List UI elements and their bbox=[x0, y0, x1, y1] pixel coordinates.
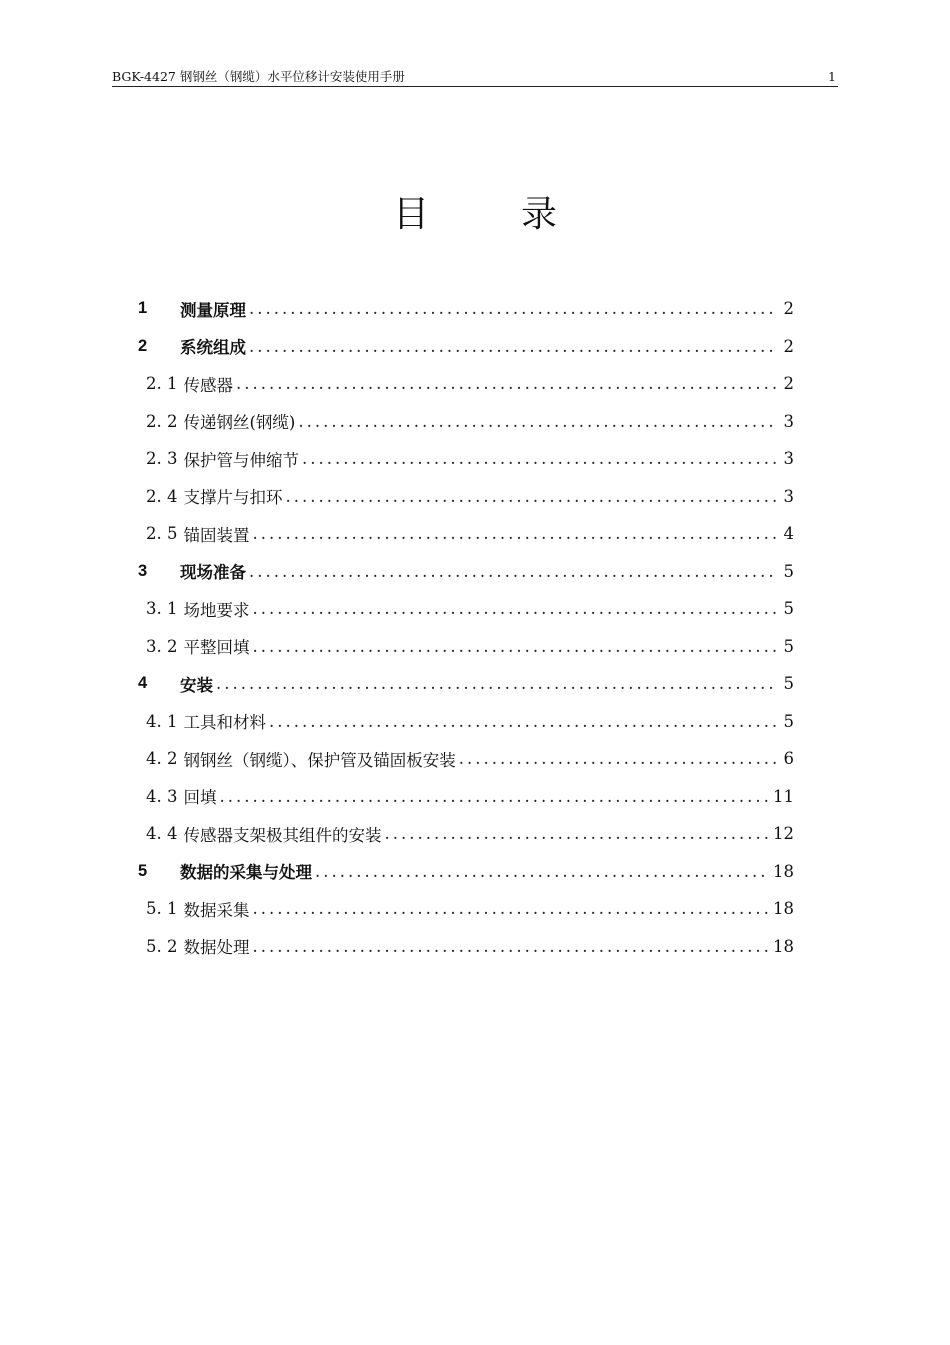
toc-entry[interactable] bbox=[138, 553, 794, 591]
toc-entry[interactable] bbox=[138, 703, 794, 741]
table-of-contents bbox=[138, 290, 794, 965]
toc-entry-page: 11 bbox=[773, 786, 794, 806]
toc-entry-label: 数据处理 bbox=[183, 938, 250, 958]
toc-entry[interactable] bbox=[138, 478, 794, 516]
toc-entry[interactable] bbox=[138, 928, 794, 966]
toc-entry-page: 2 bbox=[783, 299, 794, 319]
toc-entry-number: 4 bbox=[138, 674, 148, 693]
toc-entry-label: 锚固装置 bbox=[183, 525, 250, 545]
toc-entry[interactable] bbox=[138, 740, 794, 778]
toc-entry-number: 3 bbox=[138, 561, 148, 580]
toc-entry-label: 传感器 bbox=[183, 375, 233, 395]
toc-entry-label: 现场准备 bbox=[180, 563, 246, 583]
toc-entry-label: 支撑片与扣环 bbox=[183, 488, 283, 508]
toc-leader-dots bbox=[298, 412, 776, 431]
toc-entry[interactable] bbox=[138, 815, 794, 853]
toc-entry-label: 测量原理 bbox=[180, 300, 246, 320]
toc-entry-page: 5 bbox=[783, 674, 794, 694]
toc-entry-number: 4. 4 bbox=[146, 824, 178, 844]
toc-entry[interactable] bbox=[138, 628, 794, 666]
toc-leader-dots bbox=[249, 562, 776, 581]
toc-entry-label: 数据采集 bbox=[183, 900, 250, 920]
toc-entry-page: 18 bbox=[773, 861, 794, 881]
toc-leader-dots bbox=[253, 524, 777, 543]
toc-entry-label: 平整回填 bbox=[183, 638, 250, 658]
toc-entry-number: 5. 2 bbox=[146, 936, 178, 956]
toc-entry-label: 安装 bbox=[180, 675, 213, 695]
toc-entry-label: 数据的采集与处理 bbox=[180, 863, 312, 883]
toc-entry-number: 2. 2 bbox=[146, 411, 178, 431]
toc-entry-number: 5 bbox=[138, 861, 148, 880]
toc-entry-page: 6 bbox=[783, 749, 794, 769]
toc-entry[interactable] bbox=[138, 890, 794, 928]
toc-leader-dots bbox=[302, 449, 776, 468]
toc-leader-dots bbox=[220, 787, 770, 806]
toc-leader-dots bbox=[249, 337, 776, 356]
toc-entry-page: 3 bbox=[783, 449, 794, 469]
toc-entry[interactable] bbox=[138, 403, 794, 441]
toc-entry-page: 5 bbox=[783, 599, 794, 619]
toc-heading-char-2: 录 bbox=[521, 194, 558, 235]
toc-entry-number: 4. 2 bbox=[146, 749, 178, 769]
toc-leader-dots bbox=[385, 824, 770, 843]
toc-entry-page: 5 bbox=[783, 711, 794, 731]
toc-entry[interactable] bbox=[138, 328, 794, 366]
toc-entry-page: 2 bbox=[783, 374, 794, 394]
page-number: 1 bbox=[828, 69, 836, 84]
toc-entry-number: 2. 4 bbox=[146, 486, 178, 506]
toc-entry-number: 2. 3 bbox=[146, 449, 178, 469]
toc-entry-label: 回填 bbox=[183, 788, 217, 808]
toc-entry-number: 3. 1 bbox=[146, 599, 178, 619]
toc-entry-number: 1 bbox=[138, 299, 148, 318]
page-header bbox=[112, 68, 838, 87]
toc-entry[interactable] bbox=[138, 515, 794, 553]
toc-leader-dots bbox=[286, 487, 777, 506]
toc-entry[interactable] bbox=[138, 440, 794, 478]
toc-leader-dots bbox=[253, 637, 777, 656]
toc-entry-page: 5 bbox=[783, 561, 794, 581]
toc-leader-dots bbox=[269, 712, 776, 731]
toc-entry-page: 4 bbox=[783, 524, 794, 544]
toc-entry-page: 3 bbox=[783, 486, 794, 506]
toc-heading bbox=[0, 192, 950, 238]
toc-entry-label: 传感器支架极其组件的安装 bbox=[183, 825, 382, 845]
toc-entry-page: 18 bbox=[773, 899, 794, 919]
toc-leader-dots bbox=[253, 937, 770, 956]
toc-entry-page: 18 bbox=[773, 936, 794, 956]
toc-entry-number: 3. 2 bbox=[146, 636, 178, 656]
toc-entry-number: 4. 1 bbox=[146, 711, 178, 731]
toc-entry-number: 4. 3 bbox=[146, 786, 178, 806]
toc-entry-label: 钢钢丝（钢缆）、保护管及锚固板安装 bbox=[183, 750, 456, 770]
toc-entry[interactable] bbox=[138, 590, 794, 628]
toc-heading-char-1: 目 bbox=[392, 194, 429, 235]
toc-entry-label: 保护管与伸缩节 bbox=[183, 450, 299, 470]
toc-entry-page: 3 bbox=[783, 411, 794, 431]
toc-entry-page: 12 bbox=[773, 824, 794, 844]
toc-leader-dots bbox=[253, 899, 770, 918]
toc-entry-page: 5 bbox=[783, 636, 794, 656]
toc-entry[interactable] bbox=[138, 365, 794, 403]
toc-entry-label: 场地要求 bbox=[183, 600, 250, 620]
toc-entry-label: 工具和材料 bbox=[183, 713, 266, 733]
toc-entry-number: 2. 1 bbox=[146, 374, 178, 394]
document-title: BGK-4427 钢钢丝（钢缆）水平位移计安装使用手册 bbox=[112, 69, 405, 84]
toc-entry-number: 2 bbox=[138, 336, 148, 355]
toc-leader-dots bbox=[459, 749, 776, 768]
toc-leader-dots bbox=[315, 862, 769, 881]
toc-entry[interactable] bbox=[138, 853, 794, 891]
toc-entry-number: 2. 5 bbox=[146, 524, 178, 544]
toc-entry[interactable] bbox=[138, 778, 794, 816]
toc-entry-page: 2 bbox=[783, 336, 794, 356]
toc-leader-dots bbox=[253, 599, 777, 618]
toc-entry-label: 传递钢丝(钢缆) bbox=[183, 413, 296, 433]
toc-entry[interactable] bbox=[138, 665, 794, 703]
toc-leader-dots bbox=[216, 674, 776, 693]
toc-entry[interactable] bbox=[138, 290, 794, 328]
toc-leader-dots bbox=[236, 374, 776, 393]
toc-entry-label: 系统组成 bbox=[180, 338, 246, 358]
toc-entry-number: 5. 1 bbox=[146, 899, 178, 919]
toc-leader-dots bbox=[249, 299, 776, 318]
